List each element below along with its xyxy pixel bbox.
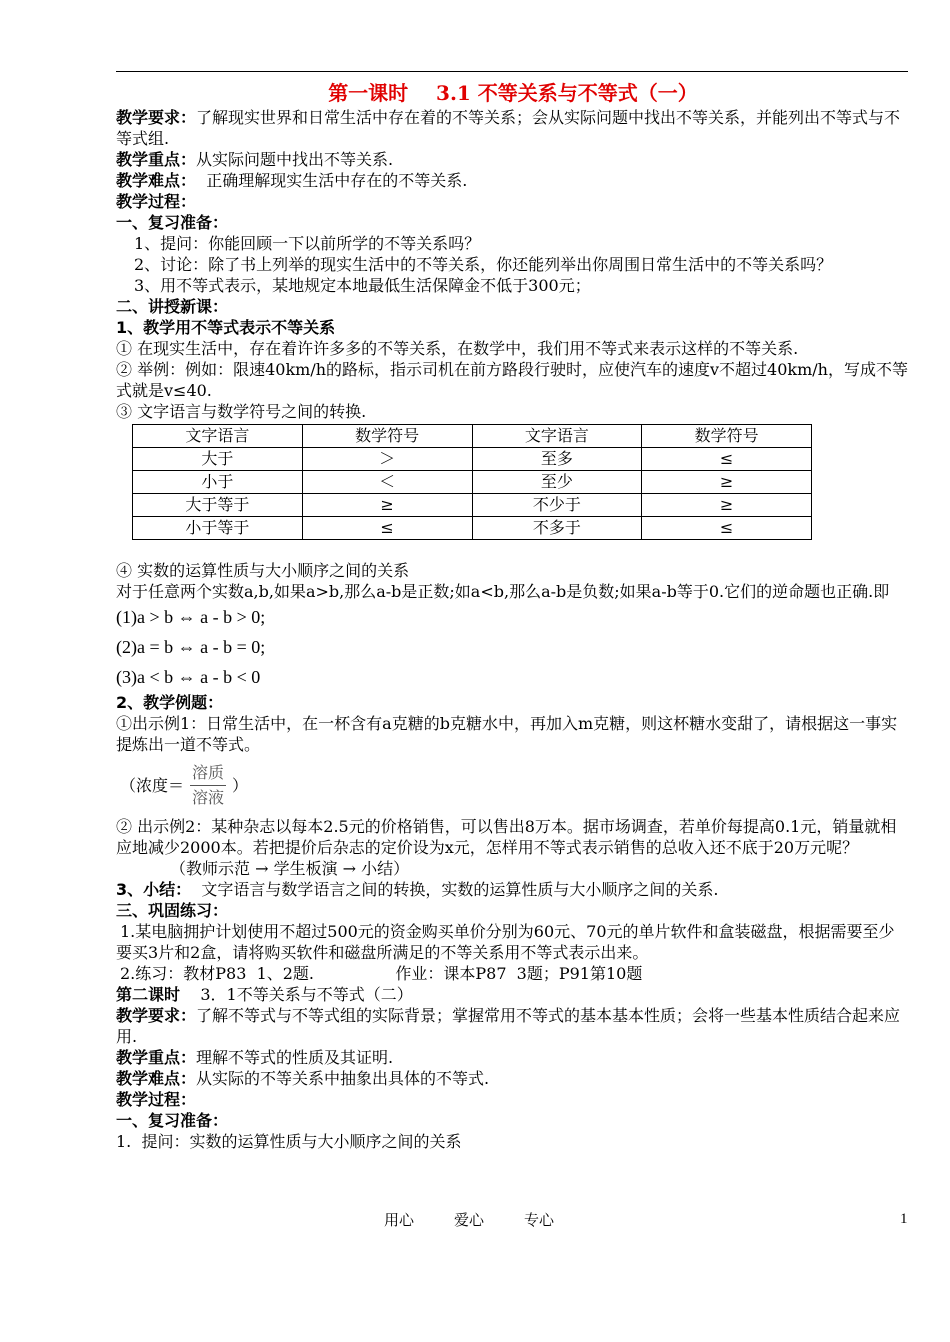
table-cell: ≥	[642, 471, 812, 494]
teaching-focus: 教学重点：从实际问题中找出不等关系.	[116, 150, 394, 169]
teaching-flow: （教师示范 → 学生板演 → 小结）	[170, 859, 410, 878]
footer-word: 爱心	[454, 1211, 485, 1229]
table-cell: ≥	[642, 494, 812, 517]
conversion-table	[132, 424, 812, 540]
page-title: 第一课时 3.1 不等关系与不等式（一）	[328, 81, 698, 105]
section-review-heading: 一、复习准备：	[116, 213, 229, 232]
table-cell: 不少于	[472, 494, 642, 517]
content-item-2: ② 举例：例如：限速40km/h的路标，指示司机在前方路段行驶时，应使汽车的速度v不超过40km/h，写成不等式就是v≤40.	[116, 360, 908, 400]
example-1: ①出示例1：日常生活中，在一杯含有a克糖的b克糖水中，再加入m克糖，则这杯糖水变甜了，请根据这一事实提炼出一道不等式。	[116, 714, 898, 754]
subsection-1-heading: 1、教学用不等式表示不等关系	[116, 318, 336, 337]
page-number: 1	[900, 1211, 908, 1227]
teaching-requirement-2: 教学要求：了解不等式与不等式组的实际背景；掌握常用不等式的基本基本性质；会将一些基本性质结合起来应用.	[116, 1006, 901, 1046]
subsection-2-heading: 2、教学例题：	[116, 693, 224, 712]
table-header-cell: 文字语言	[472, 425, 642, 448]
content-item-3: ③ 文字语言与数学符号之间的转换.	[116, 402, 367, 421]
example-2: ② 出示例2：某种杂志以每本2.5元的价格销售，可以售出8万本。据市场调查，若单价每提高0.1元，销量就相应地减少2000本。若把提价后杂志的定价设为x元，怎样用不等式表示销售的总收入还不底于20万元呢？	[116, 817, 897, 857]
teaching-focus-2: 教学重点：理解不等式的性质及其证明.	[116, 1048, 394, 1067]
table-cell: 不多于	[472, 517, 642, 540]
table-cell: 小于等于	[133, 517, 303, 540]
content-item-1: ① 在现实生活中，存在着许许多多的不等关系，在数学中，我们用不等式来表示这样的不等关系.	[116, 339, 799, 358]
table-cell: ＞	[302, 448, 472, 471]
formula-3: (3)a < b ⇔ a - b < 0	[116, 667, 261, 687]
header-rule	[116, 71, 908, 72]
footer-word: 专心	[524, 1211, 555, 1229]
content-item-5: 对于任意两个实数a,b,如果a>b,那么a-b是正数;如a<b,那么a-b是负数;如果a-b等于0.它们的逆命题也正确.即	[116, 582, 890, 601]
fraction	[190, 761, 226, 810]
table-cell: 至少	[472, 471, 642, 494]
review-item-3: 3、用不等式表示，某地规定本地最低生活保障金不低于300元；	[134, 276, 591, 295]
teaching-difficulty: 教学难点： 正确理解现实生活中存在的不等关系.	[116, 171, 468, 190]
document-body	[116, 80, 910, 1152]
table-cell: 大于等于	[133, 494, 303, 517]
table-row	[133, 517, 812, 540]
table-cell: ≥	[302, 494, 472, 517]
fraction-denominator: 溶液	[192, 788, 225, 807]
section-practice-heading: 三、巩固练习：	[116, 901, 229, 920]
table-row	[133, 494, 812, 517]
summary: 3、小结： 文字语言与数学语言之间的转换，实数的运算性质与大小顺序之间的关系.	[116, 880, 719, 899]
content-item-4: ④ 实数的运算性质与大小顺序之间的关系	[116, 561, 410, 580]
section-review-heading-2: 一、复习准备：	[116, 1111, 229, 1130]
fraction-numerator: 溶质	[190, 761, 226, 786]
section-new-lesson-heading: 二、讲授新课：	[116, 297, 229, 316]
review-item-2: 2、讨论：除了书上列举的现实生活中的不等关系，你还能列举出你周围日常生活中的不等关系吗？	[134, 255, 833, 274]
table-cell: ≤	[642, 448, 812, 471]
concentration-formula: （浓度＝ $\frac{\text{溶质}}{\text{溶液}}$ ）	[120, 761, 910, 810]
footer-motto	[384, 1209, 554, 1230]
review-question-1: 1. 提问：实数的运算性质与大小顺序之间的关系	[116, 1132, 462, 1151]
table-header-cell: 数学符号	[302, 425, 472, 448]
table-cell: 小于	[133, 471, 303, 494]
formula-1: (1)a > b ⇔ a - b > 0;	[116, 607, 266, 627]
table-cell: 大于	[133, 448, 303, 471]
formula-2: (2)a = b ⇔ a - b = 0;	[116, 637, 266, 657]
teaching-difficulty-2: 教学难点：从实际的不等关系中抽象出具体的不等式.	[116, 1069, 490, 1088]
table-header-cell: 数学符号	[642, 425, 812, 448]
table-cell: ≤	[642, 517, 812, 540]
practice-item-1: 1.某电脑拥护计划使用不超过500元的资金购买单价分别为60元、70元的单片软件和盒装磁盘，根据需要至少要买3片和2盒，请将购买软件和磁盘所满足的不等关系用不等式表示出来。	[116, 922, 895, 962]
table-row	[133, 448, 812, 471]
teaching-process-heading: 教学过程：	[116, 192, 197, 211]
table-cell: ≤	[302, 517, 472, 540]
table-header-cell: 文字语言	[133, 425, 303, 448]
teaching-process-heading-2: 教学过程：	[116, 1090, 197, 1109]
footer-word: 用心	[384, 1211, 415, 1229]
table-row	[133, 471, 812, 494]
teaching-requirement: 教学要求：了解现实世界和日常生活中存在着的不等关系；会从实际问题中找出不等关系，并能列出不等式与不等式组.	[116, 108, 901, 148]
practice-item-2: 2.练习：教材P83 1、2题. 作业：课本P87 3题；P91第10题	[120, 964, 643, 983]
lesson-2-title: 第二课时 3．1不等关系与不等式（二）	[116, 985, 413, 1004]
table-cell: 至多	[472, 448, 642, 471]
table-header-row	[133, 425, 812, 448]
review-item-1: 1、提问：你能回顾一下以前所学的不等关系吗？	[134, 234, 481, 253]
table-cell: ＜	[302, 471, 472, 494]
